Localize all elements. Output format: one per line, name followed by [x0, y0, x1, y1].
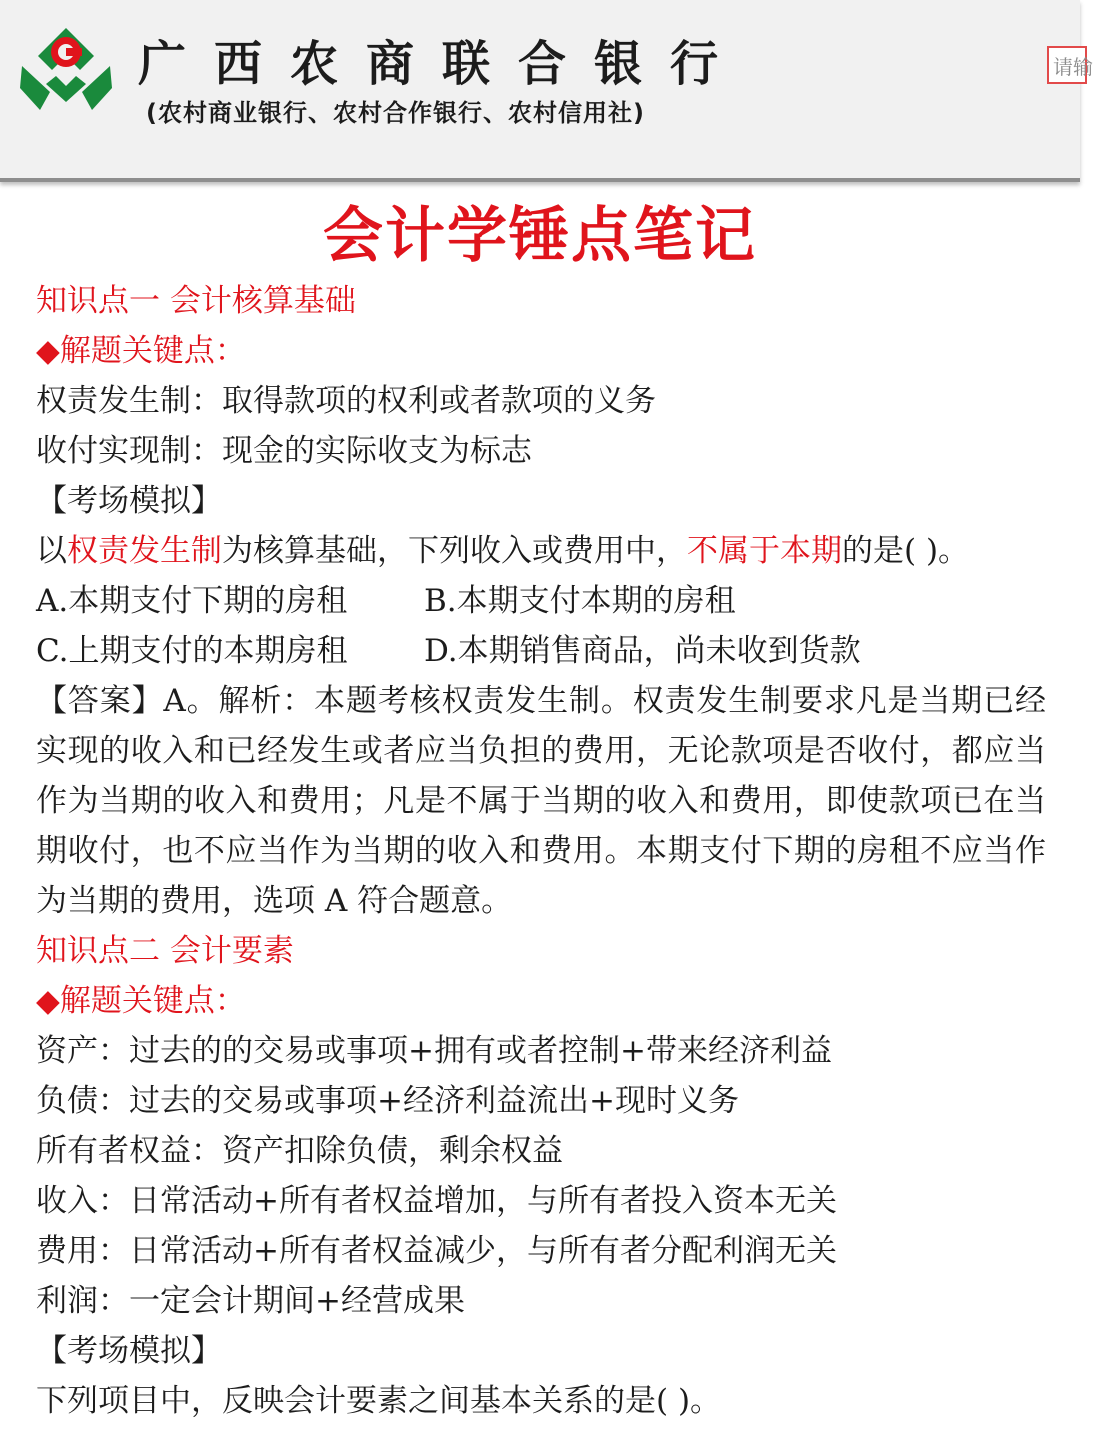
section2-heading: 知识点二 会计要素: [36, 933, 294, 969]
question-text: 以: [36, 533, 67, 569]
answer-explanation: 【答案】A。解析：本题考核权责发生制。权责发生制要求凡是当期已经实现的收入和已经发生或者应当负担的费用，无论款项是否收付，都应当作为当期的收入和费用；凡是不属于当期的收入和费用，即使款项已在当期收付，也不应当作为当期的收入和费用。本期支付下期的房租不应当作为当期的费用，选项 A 符合题意。: [36, 683, 1046, 919]
bank-subtitle: (农村商业银行、农村合作银行、农村信用社): [146, 99, 645, 127]
section1-key-points: ◆解题关键点：: [36, 333, 246, 369]
section2-key-points: ◆解题关键点：: [36, 983, 246, 1019]
section2-line: 收入：日常活动+所有者权益增加，与所有者投入资本无关: [36, 1183, 837, 1219]
section1-heading: 知识点一 会计核算基础: [36, 283, 356, 319]
page-title: 会计学锤点笔记: [323, 201, 757, 271]
section2-line: 费用：日常活动+所有者权益减少，与所有者分配利润无关: [36, 1233, 837, 1269]
options-row: [36, 576, 1046, 626]
section2-line: 所有者权益：资产扣除负债，剩余权益: [36, 1133, 563, 1169]
option-b: B.本期支付本期的房租: [424, 583, 736, 619]
section1-exam-label: 【考场模拟】: [36, 483, 222, 519]
question-text: 的是( )。: [842, 533, 970, 569]
options-row: [36, 626, 1046, 676]
section1-line: 收付实现制：现金的实际收支为标志: [36, 433, 532, 469]
notes-content: [36, 276, 1046, 1426]
section2-line: 资产：过去的的交易或事项+拥有或者控制+带来经济利益: [36, 1033, 832, 1069]
section1-line: 权责发生制：取得款项的权利或者款项的义务: [36, 383, 656, 419]
section2-line: 负债：过去的交易或事项+经济利益流出+现时义务: [36, 1083, 739, 1119]
bank-name: 广西农商联合银行: [138, 36, 747, 92]
section1-question: [36, 526, 1046, 576]
option-a: A.本期支付下期的房租: [36, 583, 348, 619]
option-d: D.本期销售商品，尚未收到货款: [424, 633, 861, 669]
section2-line: 利润：一定会计期间+经营成果: [36, 1283, 465, 1319]
section2-exam-label: 【考场模拟】: [36, 1333, 222, 1369]
question-highlight: 权责发生制: [67, 533, 222, 569]
option-c: C.上期支付的本期房租: [36, 633, 348, 669]
corner-input-tag[interactable]: 请输: [1047, 46, 1087, 84]
section2-question: 下列项目中，反映会计要素之间基本关系的是( )。: [36, 1383, 722, 1419]
question-highlight: 不属于本期: [687, 533, 842, 569]
question-text: 为核算基础，下列收入或费用中，: [222, 533, 687, 569]
bank-logo-icon: [16, 26, 116, 114]
bank-header: [0, 0, 1093, 182]
